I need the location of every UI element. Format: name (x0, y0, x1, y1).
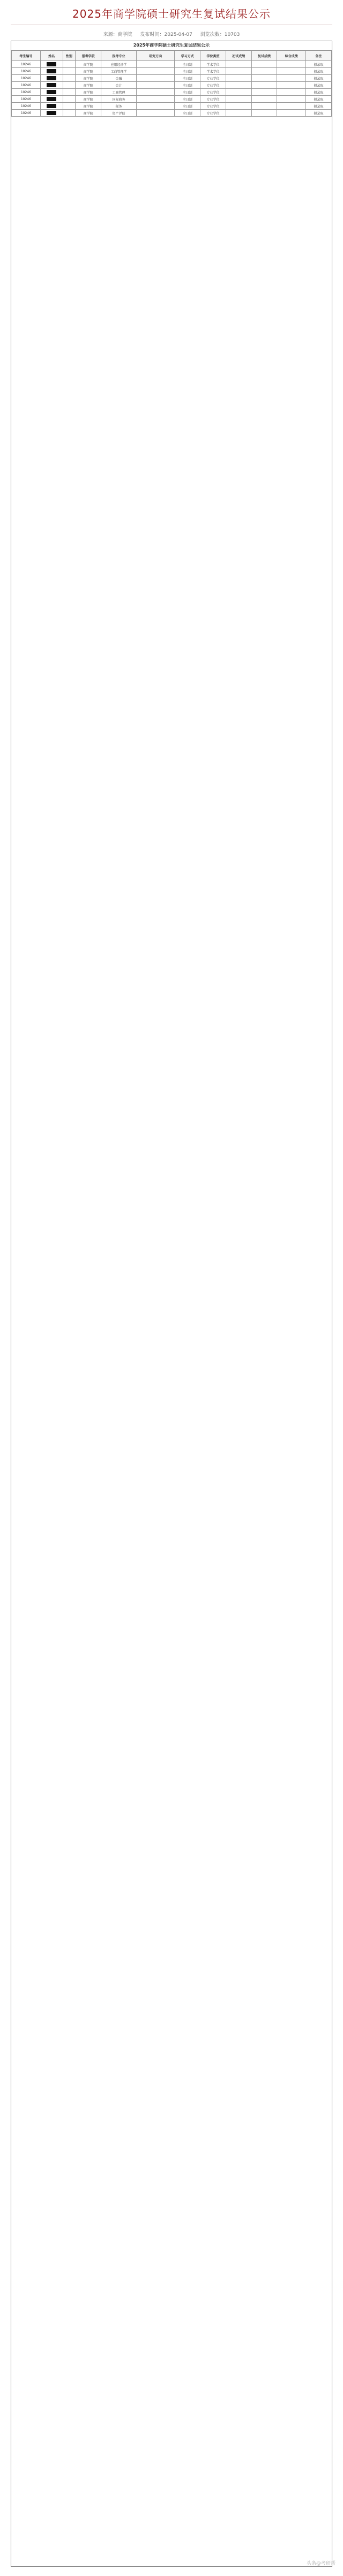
redacted-name (47, 76, 56, 80)
cell-college: 商学院 (76, 89, 101, 96)
table-row (12, 110, 332, 117)
cell-mode: 全日制 (175, 75, 200, 82)
cell-initial-score (226, 82, 251, 89)
cell-major: 工商管理 (101, 89, 137, 96)
cell-initial-score (226, 96, 251, 103)
cell-major: 应用经济学 (101, 61, 137, 68)
column-header: 性别 (63, 51, 76, 61)
cell-id: 10246 (12, 82, 41, 89)
column-header: 学位类型 (200, 51, 226, 61)
cell-total-score (277, 75, 306, 82)
cell-name (40, 103, 63, 110)
column-header: 备注 (306, 51, 332, 61)
page-title: 2025年商学院硕士研究生复试结果公示 (72, 7, 271, 20)
cell-initial-score (226, 89, 251, 96)
redacted-name (47, 69, 56, 73)
cell-gender (63, 82, 76, 89)
cell-id: 10246 (12, 75, 41, 82)
meta-source: 来源：商学院 (103, 32, 132, 37)
cell-college: 商学院 (76, 110, 101, 117)
cell-gender (63, 103, 76, 110)
cell-retest-score (251, 75, 277, 82)
watermark: 头条@考研帮 (306, 2561, 335, 2566)
cell-id: 10246 (12, 68, 41, 75)
cell-mode: 全日制 (175, 103, 200, 110)
cell-major: 税务 (101, 103, 137, 110)
cell-remark: 拟录取 (306, 61, 332, 68)
cell-direction (136, 68, 175, 75)
cell-retest-score (251, 103, 277, 110)
table-row (12, 103, 332, 110)
cell-degree-type: 专业学位 (200, 96, 226, 103)
cell-college: 商学院 (76, 82, 101, 89)
table-row (12, 82, 332, 89)
cell-id: 10246 (12, 96, 41, 103)
cell-direction (136, 75, 175, 82)
column-header: 报考专业 (101, 51, 137, 61)
cell-direction (136, 61, 175, 68)
column-header: 初试成绩 (226, 51, 251, 61)
cell-remark: 拟录取 (306, 82, 332, 89)
redacted-name (47, 90, 56, 94)
cell-initial-score (226, 103, 251, 110)
cell-retest-score (251, 68, 277, 75)
redacted-name (47, 83, 56, 87)
cell-direction (136, 103, 175, 110)
cell-mode: 全日制 (175, 82, 200, 89)
cell-mode: 全日制 (175, 96, 200, 103)
cell-remark: 拟录取 (306, 75, 332, 82)
cell-degree-type: 学术学位 (200, 68, 226, 75)
cell-major: 工商管理学 (101, 68, 137, 75)
cell-college: 商学院 (76, 96, 101, 103)
table-row (12, 75, 332, 82)
cell-gender (63, 75, 76, 82)
column-header: 研究方向 (136, 51, 175, 61)
cell-degree-type: 专业学位 (200, 75, 226, 82)
cell-id: 10246 (12, 110, 41, 117)
redacted-name (47, 104, 56, 108)
cell-degree-type: 专业学位 (200, 82, 226, 89)
cell-total-score (277, 68, 306, 75)
cell-college: 商学院 (76, 103, 101, 110)
cell-gender (63, 89, 76, 96)
redacted-name (47, 62, 56, 66)
cell-initial-score (226, 110, 251, 117)
cell-degree-type: 专业学位 (200, 110, 226, 117)
column-header: 考生编号 (12, 51, 41, 61)
column-header: 姓名 (40, 51, 63, 61)
table-row (12, 89, 332, 96)
table-row (12, 68, 332, 75)
cell-mode: 全日制 (175, 89, 200, 96)
cell-direction (136, 96, 175, 103)
cell-gender (63, 110, 76, 117)
document-title: 2025年商学院硕士研究生复试结果公示 (11, 41, 332, 50)
cell-gender (63, 96, 76, 103)
cell-remark: 拟录取 (306, 103, 332, 110)
redacted-name (47, 111, 56, 115)
cell-id: 10246 (12, 89, 41, 96)
cell-initial-score (226, 61, 251, 68)
cell-initial-score (226, 68, 251, 75)
cell-college: 商学院 (76, 75, 101, 82)
cell-id: 10246 (12, 61, 41, 68)
cell-degree-type: 专业学位 (200, 103, 226, 110)
table-row (12, 61, 332, 68)
cell-name (40, 68, 63, 75)
cell-retest-score (251, 89, 277, 96)
cell-mode: 全日制 (175, 68, 200, 75)
cell-total-score (277, 96, 306, 103)
column-header: 学习方式 (175, 51, 200, 61)
meta-info (0, 31, 343, 38)
cell-name (40, 82, 63, 89)
cell-initial-score (226, 75, 251, 82)
redacted-name (47, 97, 56, 101)
cell-retest-score (251, 110, 277, 117)
cell-major: 会计 (101, 82, 137, 89)
cell-remark: 拟录取 (306, 68, 332, 75)
cell-remark: 拟录取 (306, 96, 332, 103)
cell-gender (63, 61, 76, 68)
column-header: 综合成绩 (277, 51, 306, 61)
cell-name (40, 110, 63, 117)
result-document (11, 41, 332, 2567)
cell-retest-score (251, 96, 277, 103)
cell-total-score (277, 89, 306, 96)
cell-major: 国际商务 (101, 96, 137, 103)
cell-total-score (277, 82, 306, 89)
cell-gender (63, 68, 76, 75)
cell-direction (136, 82, 175, 89)
cell-remark: 拟录取 (306, 89, 332, 96)
cell-college: 商学院 (76, 61, 101, 68)
cell-degree-type: 专业学位 (200, 89, 226, 96)
table-row (12, 96, 332, 103)
column-header: 复试成绩 (251, 51, 277, 61)
table-header-row (12, 51, 332, 61)
cell-degree-type: 学术学位 (200, 61, 226, 68)
cell-major: 金融 (101, 75, 137, 82)
cell-direction (136, 110, 175, 117)
cell-retest-score (251, 82, 277, 89)
cell-name (40, 75, 63, 82)
cell-direction (136, 89, 175, 96)
result-table (11, 50, 332, 117)
cell-total-score (277, 110, 306, 117)
cell-name (40, 89, 63, 96)
cell-college: 商学院 (76, 68, 101, 75)
meta-views: 浏览次数：10703 (200, 32, 240, 37)
cell-id: 10246 (12, 103, 41, 110)
cell-retest-score (251, 61, 277, 68)
cell-mode: 全日制 (175, 110, 200, 117)
cell-name (40, 96, 63, 103)
meta-date: 发布时间：2025-04-07 (140, 32, 192, 37)
cell-total-score (277, 61, 306, 68)
cell-total-score (277, 103, 306, 110)
column-header: 报考学院 (76, 51, 101, 61)
cell-remark: 拟录取 (306, 110, 332, 117)
cell-major: 资产评估 (101, 110, 137, 117)
cell-mode: 全日制 (175, 61, 200, 68)
cell-name (40, 61, 63, 68)
